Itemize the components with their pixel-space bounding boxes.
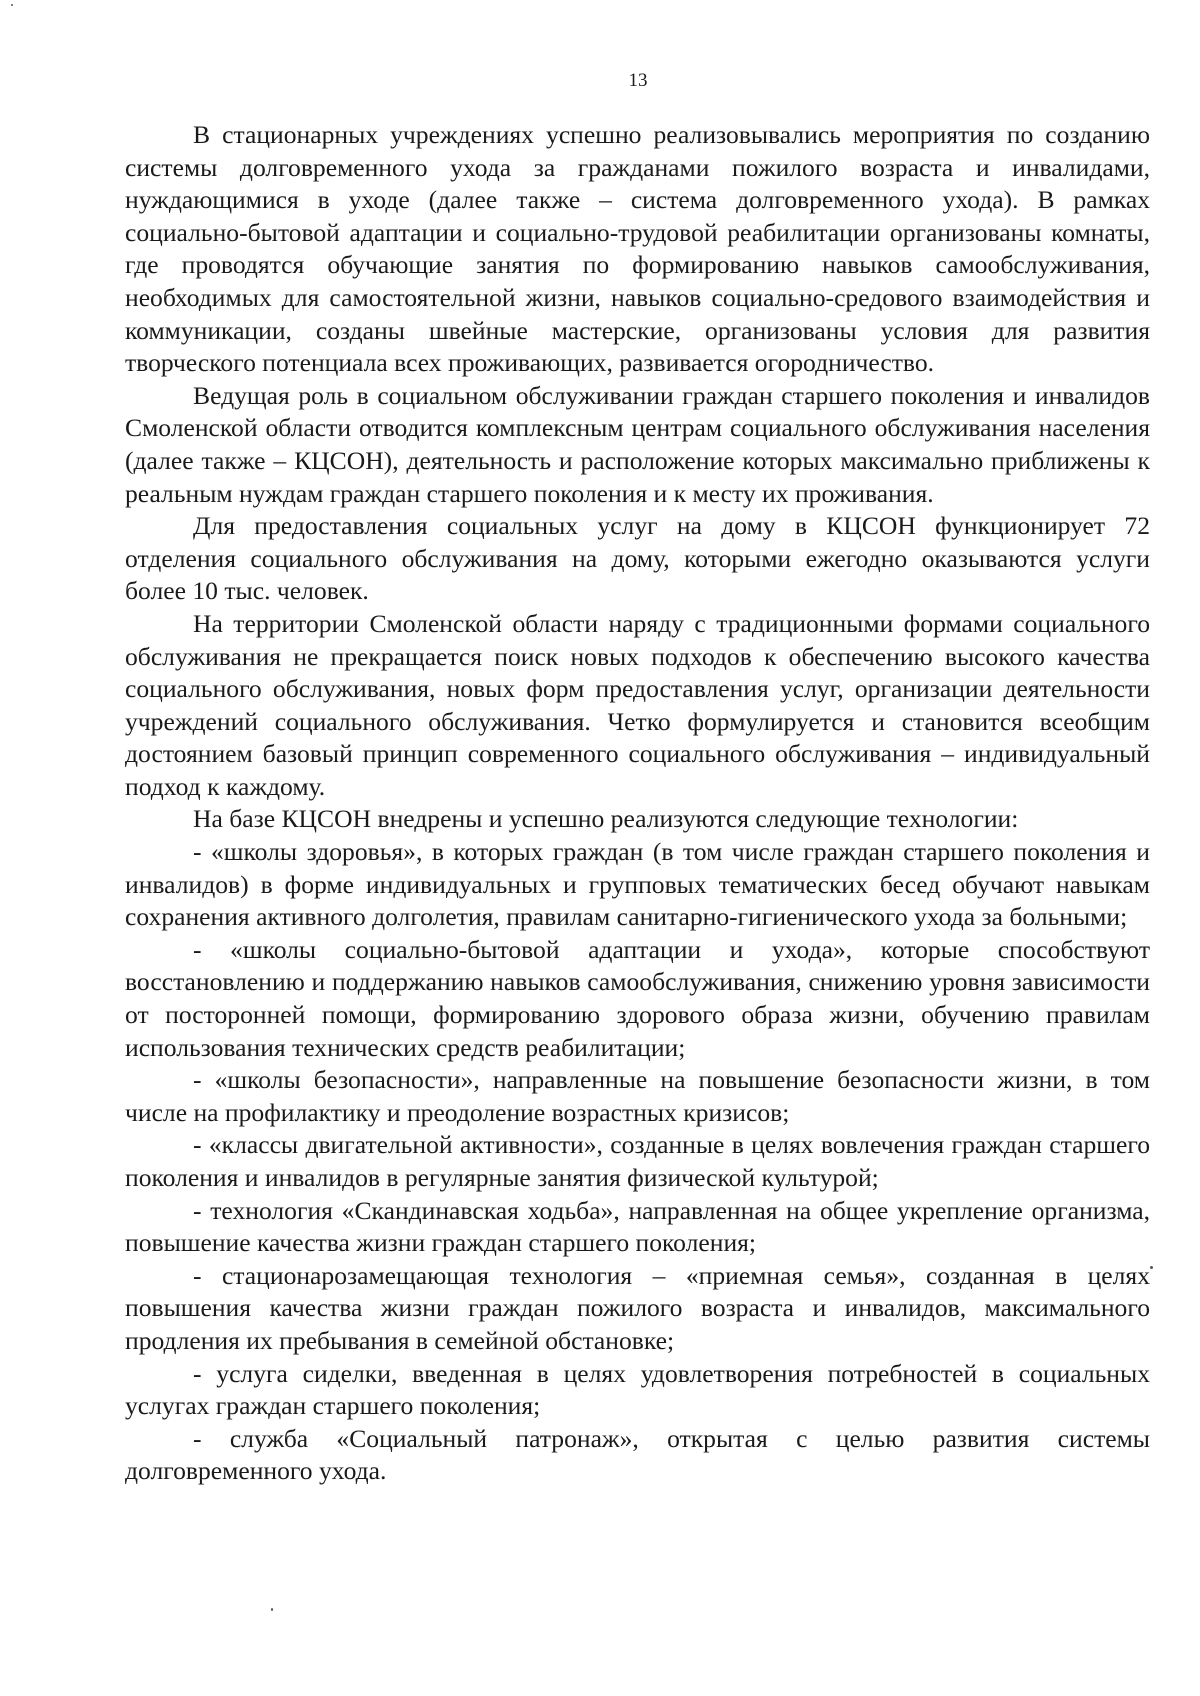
- list-item-motor-activity-classes: - «классы двигательной активности», созданные в целях вовлечения граждан старшего поколения и инвалидов в регулярные занятия физической культурой;: [125, 1130, 1150, 1192]
- list-item-social-patronage: - служба «Социальный патронаж», открытая с целью развития системы долговременного ухода.: [125, 1423, 1150, 1486]
- paragraph-technologies-intro: На базе КЦСОН внедрены и успешно реализуются следующие технологии:: [193, 804, 1019, 834]
- list-item-nordic-walking: - технология «Скандинавская ходьба», направленная на общее укрепление организма, повышение качества жизни граждан старшего поколения;: [125, 1195, 1150, 1258]
- paragraph-kcson-role: Ведущая роль в социальном обслуживании граждан старшего поколения и инвалидов Смоленской области отводится комплексным центрам социального обслуживания населения (далее также – КЦСОН), деятельность и расположение которых максимально приближены к реальным нуждам граждан старшего поколения и к месту их проживания.: [125, 380, 1150, 508]
- scan-speck: [271, 1608, 273, 1611]
- document-body: [125, 119, 1150, 1488]
- list-item-safety-schools: - «школы безопасности», направленные на повышение безопасности жизни, в том числе на профилактику и преодоление возрастных кризисов;: [125, 1065, 1150, 1127]
- scan-speck: [11, 4, 13, 6]
- scan-speck: [1150, 1266, 1153, 1269]
- paragraph-home-services: Для предоставления социальных услуг на дому в КЦСОН функционирует 72 отделения социального обслуживания на дому, которыми ежегодно оказываются услуги более 10 тыс. человек.: [125, 511, 1150, 606]
- paragraph-inpatient-institutions: В стационарных учреждениях успешно реализовывались мероприятия по созданию системы долговременного ухода за гражданами пожилого возраста и инвалидами, нуждающимися в уходе (далее также – система долговременного ухода). В рамках социально-бытовой адаптации и социально-трудовой реабилитации организованы комнаты, где проводятся обучающие занятия по формированию навыков самообслуживания, необходимых для самостоятельной жизни, навыков социально-средового взаимодействия и коммуникации, созданы швейные мастерские, организованы условия для развития творческого потенциала всех проживающих, развивается огородничество.: [125, 120, 1150, 378]
- list-item-health-schools: - «школы здоровья», в которых граждан (в том числе граждан старшего поколения и инвалидов) в форме индивидуальных и групповых тематических бесед обучают навыкам сохранения активного долголетия, правилам санитарно-гигиенического ухода за больными;: [125, 837, 1150, 932]
- list-item-caregiver-service: - услуга сиделки, введенная в целях удовлетворения потребностей в социальных услугах граждан старшего поколения;: [125, 1358, 1150, 1421]
- list-item-adaptation-schools: - «школы социально-бытовой адаптации и ухода», которые способствуют восстановлению и поддержанию навыков самообслуживания, снижению уровня зависимости от посторонней помощи, формированию здорового образа жизни, обучению правилам использования технических средств реабилитации;: [125, 934, 1150, 1062]
- list-item-foster-family: - стационарозамещающая технология – «приемная семья», созданная в целях повышения качества жизни граждан пожилого возраста и инвалидов, максимального продления их пребывания в семейной обстановке;: [125, 1260, 1150, 1355]
- page-number: 13: [628, 70, 648, 91]
- paragraph-new-approaches: На территории Смоленской области наряду с традиционными формами социального обслуживания не прекращается поиск новых подходов к обеспечению высокого качества социального обслуживания, новых форм предоставления услуг, организации деятельности учреждений социального обслуживания. Четко формулируется и становится всеобщим достоянием базовый принцип современного социального обслуживания – индивидуальный подход к каждому.: [125, 608, 1150, 801]
